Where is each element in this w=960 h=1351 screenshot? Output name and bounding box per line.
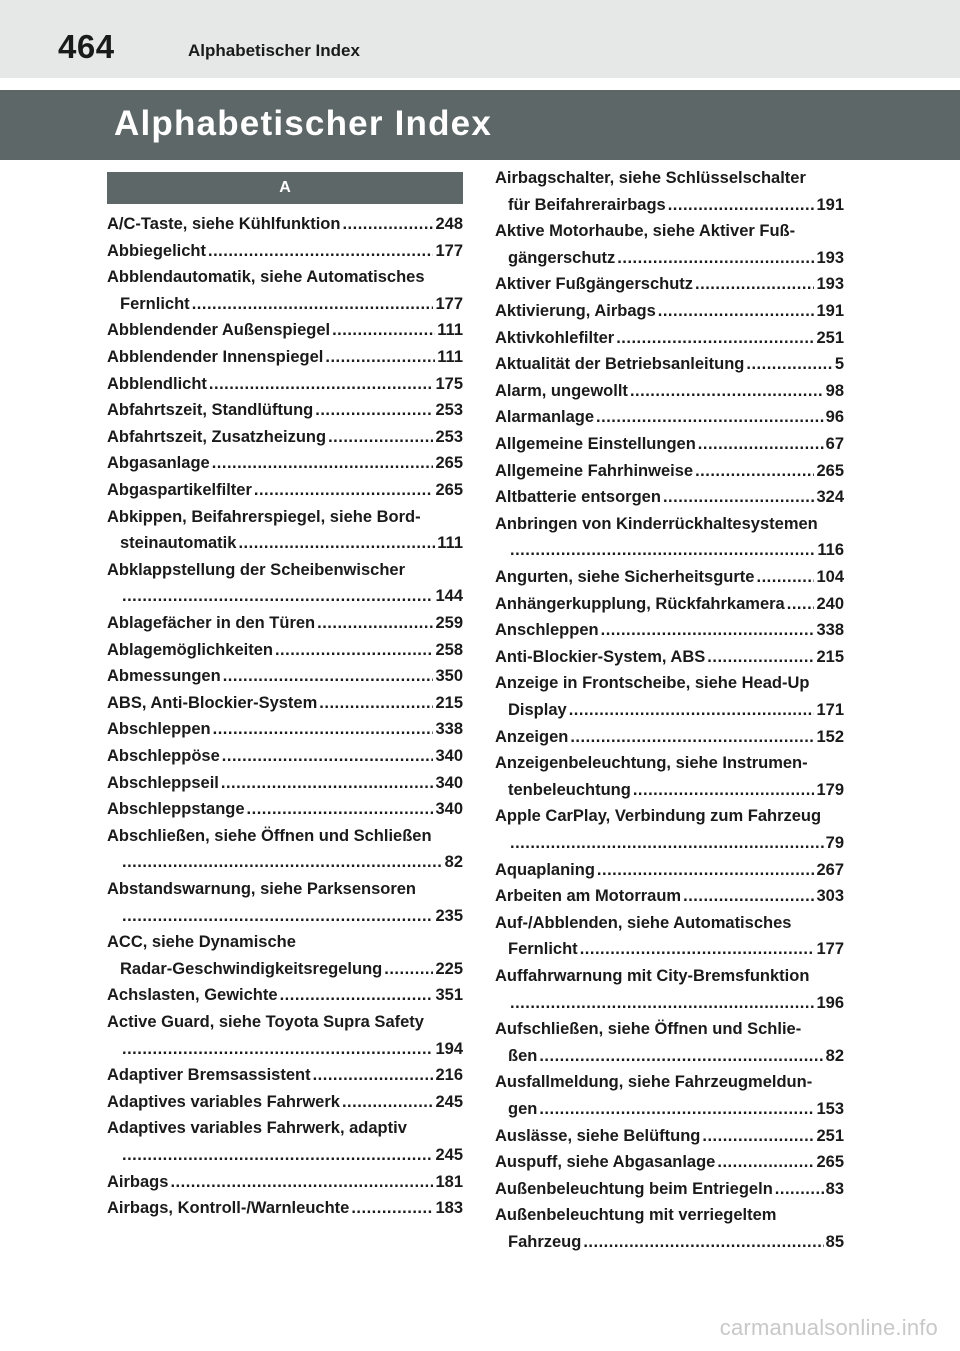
- index-entry-term: Abgasanlage: [107, 454, 210, 473]
- index-entry-page: 171: [816, 701, 844, 719]
- index-entry-term: Außenbeleuchtung beim Entriegeln: [495, 1179, 773, 1198]
- index-entry-term: Angurten, siehe Sicherheitsgurte: [495, 568, 755, 586]
- index-entry-page: 152: [816, 727, 844, 746]
- index-entry-page: 153: [816, 1100, 844, 1118]
- dot-leader: [756, 564, 814, 591]
- dot-leader: [122, 903, 433, 930]
- dot-leader: [597, 857, 815, 884]
- running-title: Alphabetischer Index: [188, 41, 360, 60]
- index-entry-page: 96: [825, 408, 844, 427]
- index-entry: [107, 743, 463, 770]
- dot-leader: [170, 1169, 433, 1196]
- dot-leader: [275, 637, 434, 664]
- index-entry: [495, 1069, 844, 1096]
- index-entry-term: Aktivkohlefilter: [495, 328, 615, 347]
- index-entry: [107, 291, 463, 318]
- dot-leader: [683, 883, 814, 910]
- index-entry-term: ßen: [508, 1046, 538, 1065]
- index-entry-page: 340: [435, 800, 463, 819]
- chapter-title: Alphabetischer Index: [114, 104, 492, 143]
- index-entry: [495, 697, 844, 724]
- dot-leader: [122, 583, 433, 610]
- index-entry: [495, 857, 844, 884]
- index-entry: [495, 1043, 844, 1070]
- index-entry: [107, 823, 463, 850]
- dot-leader: [539, 1096, 814, 1123]
- index-entry-page: 181: [435, 1172, 463, 1191]
- index-entry-term: Fahrzeug: [508, 1233, 582, 1251]
- index-entry: [495, 484, 844, 511]
- index-entry-term: Achslasten, Gewichte: [107, 986, 278, 1005]
- index-entry: [495, 192, 844, 219]
- index-entry-term: Airbags, Kontroll-/Warnleuchte: [107, 1199, 350, 1218]
- index-entry-page: 235: [435, 906, 463, 925]
- index-entry: [107, 211, 463, 238]
- index-entry-page: 245: [435, 1146, 463, 1164]
- index-entry-term: Ablagemöglichkeiten: [107, 640, 273, 659]
- index-entry-page: 215: [435, 693, 463, 712]
- index-entry-term: Außenbeleuchtung mit verriegeltem: [495, 1206, 777, 1225]
- index-entry-term: Ausfallmeldung, siehe Fahrzeugmeldun-: [495, 1073, 813, 1092]
- index-entry-page: 253: [435, 401, 463, 420]
- dot-leader: [325, 344, 435, 371]
- index-entry: [107, 450, 463, 477]
- index-entry-page: 98: [825, 381, 844, 400]
- index-entry-term: Aktivierung, Airbags: [495, 302, 656, 320]
- index-entry-term: Active Guard, siehe Toyota Supra Safety: [107, 1013, 424, 1031]
- index-entry-page: 194: [435, 1039, 463, 1058]
- dot-leader: [222, 743, 434, 770]
- index-entry-page: 265: [816, 1153, 844, 1172]
- index-entry: [495, 990, 844, 1017]
- index-entry-page: 338: [816, 621, 844, 640]
- index-entry-page: 177: [816, 940, 844, 959]
- dot-leader: [707, 644, 814, 671]
- index-entry-term: Airbags: [107, 1172, 169, 1191]
- dot-leader: [539, 1043, 823, 1070]
- index-entry-term: gen: [508, 1100, 538, 1118]
- dot-leader: [192, 291, 434, 318]
- index-entry-term: Abblendlicht: [107, 374, 207, 393]
- index-entry: [495, 351, 844, 378]
- index-entry: [107, 1036, 463, 1063]
- index-entry-term: Abschließen, siehe Öffnen und Schließen: [107, 826, 432, 845]
- index-entry-term: Auslässe, siehe Belüftung: [495, 1126, 701, 1145]
- dot-leader: [633, 777, 815, 804]
- index-entry: [107, 1062, 463, 1089]
- index-entry-term: Abgaspartikelfilter: [107, 481, 252, 499]
- dot-leader: [223, 663, 434, 690]
- index-entry-page: 251: [816, 328, 844, 347]
- index-entry-term: Abblendender Außenspiegel: [107, 321, 331, 340]
- index-entry: [107, 1089, 463, 1116]
- chapter-banner: [0, 90, 960, 160]
- dot-leader: [319, 690, 433, 717]
- index-entry: [495, 724, 844, 751]
- index-entry-page: 179: [816, 780, 844, 799]
- index-entry: [495, 803, 844, 830]
- index-entry-page: 79: [825, 834, 844, 852]
- dot-leader: [384, 956, 433, 983]
- index-entry-page: 116: [817, 541, 844, 560]
- index-entry: [495, 165, 844, 192]
- dot-leader: [698, 431, 824, 458]
- index-entry-page: 111: [437, 534, 463, 553]
- index-entry-term: Ablagefächer in den Türen: [107, 614, 316, 632]
- dot-leader: [695, 271, 814, 298]
- dot-leader: [787, 591, 815, 618]
- index-entry-page: 193: [816, 275, 844, 294]
- index-entry: [495, 644, 844, 671]
- index-entry: [107, 583, 463, 610]
- dot-leader: [280, 982, 434, 1009]
- index-entry: [107, 956, 463, 983]
- index-entry: [107, 770, 463, 797]
- index-entry: [107, 1009, 463, 1036]
- dot-leader: [583, 1229, 823, 1256]
- index-entry-page: 225: [435, 959, 463, 978]
- index-entry: [107, 903, 463, 930]
- index-entry: [495, 591, 844, 618]
- index-entry: [107, 690, 463, 717]
- index-entry-term: steinautomatik: [120, 534, 237, 553]
- index-entry-term: Abfahrtszeit, Zusatzheizung: [107, 427, 327, 446]
- index-entry: [107, 849, 463, 876]
- index-entry: [107, 610, 463, 637]
- index-entry-term: Aufschließen, siehe Öffnen und Schlie-: [495, 1020, 802, 1039]
- index-entry-term: Abschleppen: [107, 720, 211, 739]
- index-entry: [107, 876, 463, 903]
- index-entry: [495, 750, 844, 777]
- index-entry: [495, 458, 844, 485]
- index-entry-term: ACC, siehe Dynamische: [107, 933, 296, 952]
- index-entry-term: Auf-/Abblenden, siehe Automatisches: [495, 913, 792, 932]
- index-entry-term: Apple CarPlay, Verbindung zum Fahrzeug: [495, 807, 822, 826]
- dot-leader: [247, 796, 434, 823]
- dot-leader: [221, 770, 434, 797]
- index-entry: [495, 537, 844, 564]
- dot-leader: [596, 404, 824, 431]
- index-entry-page: 253: [435, 427, 463, 446]
- index-entry-page: 144: [435, 587, 463, 606]
- index-entry-page: 240: [816, 594, 844, 613]
- index-entry: [107, 982, 463, 1009]
- index-entry: [107, 1115, 463, 1142]
- index-entry: [107, 663, 463, 690]
- index-entry-term: Aktive Motorhaube, siehe Aktiver Fuß-: [495, 222, 796, 241]
- index-entry: [495, 378, 844, 405]
- dot-leader: [616, 325, 814, 352]
- index-entry: [107, 424, 463, 451]
- dot-leader: [695, 458, 814, 485]
- index-entry-term: Abschleppöse: [107, 747, 220, 765]
- index-entry-page: 248: [435, 215, 463, 233]
- index-entry: [495, 1123, 844, 1150]
- dot-leader: [601, 617, 815, 644]
- index-entry: [495, 830, 844, 857]
- index-entry-term: Abblendautomatik, siehe Automatisches: [107, 268, 425, 287]
- index-entry-page: 5: [834, 355, 844, 374]
- index-entry-page: 265: [816, 461, 844, 480]
- index-entry-page: 83: [825, 1179, 844, 1198]
- dot-leader: [510, 990, 814, 1017]
- index-entry-page: 340: [435, 747, 463, 765]
- index-entry: [495, 511, 844, 538]
- index-entry-term: Airbagschalter, siehe Schlüsselschalter: [495, 169, 806, 187]
- index-entry-term: ABS, Anti-Blockier-System: [107, 693, 318, 712]
- index-entry-term: Altbatterie entsorgen: [495, 488, 661, 507]
- dot-leader: [658, 298, 815, 325]
- dot-leader: [254, 477, 434, 504]
- dot-leader: [313, 1062, 434, 1089]
- index-entry: [107, 530, 463, 557]
- index-entry-term: Fernlicht: [508, 940, 578, 959]
- dot-leader: [238, 530, 435, 557]
- index-entry: [495, 271, 844, 298]
- index-entry: [495, 777, 844, 804]
- index-entry: [495, 431, 844, 458]
- index-entry: [107, 1195, 463, 1222]
- index-entry-page: 191: [816, 195, 844, 214]
- index-entry-page: 258: [435, 640, 463, 659]
- page-header: [0, 0, 960, 78]
- index-entry-page: 67: [825, 435, 844, 453]
- index-entry-term: Auspuff, siehe Abgasanlage: [495, 1153, 716, 1172]
- index-entry: [107, 264, 463, 291]
- index-entry-term: Anhängerkupplung, Rückfahrkamera: [495, 594, 785, 613]
- dot-leader: [122, 1036, 433, 1063]
- dot-leader: [122, 1142, 433, 1169]
- index-entry: [107, 637, 463, 664]
- index-entry-term: Abschleppstange: [107, 800, 245, 819]
- index-entry-term: tenbeleuchtung: [508, 780, 631, 799]
- dot-leader: [617, 245, 814, 272]
- index-entry: [107, 317, 463, 344]
- index-entry: [495, 298, 844, 325]
- index-entry: [495, 325, 844, 352]
- dot-leader: [328, 424, 433, 451]
- index-entry-term: Aktualität der Betriebsanleitung: [495, 355, 745, 374]
- index-entry-term: Alarm, ungewollt: [495, 381, 628, 400]
- index-entry-term: Fernlicht: [120, 294, 190, 313]
- index-entry-term: Abklappstellung der Scheibenwischer: [107, 560, 405, 579]
- index-entry: [107, 397, 463, 424]
- index-entry-term: Anzeige in Frontscheibe, siehe Head-Up: [495, 674, 810, 693]
- index-entry: [495, 245, 844, 272]
- index-entry: [495, 1229, 844, 1256]
- index-entry-page: 111: [437, 321, 463, 340]
- index-entry-term: Abbiegelicht: [107, 241, 207, 260]
- page-number: 464: [58, 28, 115, 65]
- index-entry: [107, 796, 463, 823]
- index-entry: [495, 1202, 844, 1229]
- index-entry: [107, 1169, 463, 1196]
- index-entry-term: Abschleppseil: [107, 773, 219, 792]
- index-entry-page: 175: [435, 374, 463, 393]
- index-entry-page: 251: [816, 1126, 844, 1145]
- index-entry-term: Adaptives variables Fahrwerk: [107, 1092, 340, 1111]
- index-entry-page: 82: [825, 1046, 844, 1065]
- dot-leader: [342, 1089, 434, 1116]
- index-entry-term: Allgemeine Einstellungen: [495, 435, 696, 453]
- index-entry: [107, 504, 463, 531]
- index-entry-term: Adaptives variables Fahrwerk, adaptiv: [107, 1119, 407, 1138]
- index-entry-term: Anzeigenbeleuchtung, siehe Instrumen-: [495, 754, 808, 773]
- index-entry-page: 85: [825, 1233, 844, 1251]
- index-entry-term: Abmessungen: [107, 667, 221, 686]
- dot-leader: [317, 610, 433, 637]
- dot-leader: [569, 697, 815, 724]
- dot-leader: [351, 1195, 433, 1222]
- index-entry-term: Arbeiten am Motorraum: [495, 887, 682, 906]
- index-entry: [495, 1096, 844, 1123]
- index-entry: [495, 963, 844, 990]
- index-entry-page: 267: [816, 860, 844, 879]
- index-entry-page: 350: [435, 667, 463, 686]
- index-entry-term: Anzeigen: [495, 727, 569, 746]
- index-entry-page: 193: [816, 248, 844, 267]
- index-entry: [495, 617, 844, 644]
- index-entry-page: 111: [437, 348, 463, 366]
- index-entry: [107, 371, 463, 398]
- index-entry: [107, 557, 463, 584]
- dot-leader: [209, 371, 434, 398]
- index-entry-term: Aktiver Fußgängerschutz: [495, 275, 694, 294]
- index-entry-term: Anbringen von Kinderrückhaltesystemen: [495, 514, 818, 533]
- index-entry: [107, 716, 463, 743]
- index-entry-page: 351: [435, 986, 463, 1005]
- dot-leader: [342, 211, 433, 238]
- watermark: carmanualsonline.info: [719, 1315, 938, 1340]
- section-letter-bar: A: [107, 172, 463, 204]
- index-entry-page: 324: [816, 488, 844, 507]
- index-entry: [495, 936, 844, 963]
- index-entry-term: für Beifahrerairbags: [508, 195, 666, 214]
- index-entry: [495, 564, 844, 591]
- dot-leader: [212, 450, 434, 477]
- dot-leader: [122, 849, 443, 876]
- index-entry-page: 340: [435, 773, 463, 792]
- index-entry-term: Anti-Blockier-System, ABS: [495, 647, 706, 666]
- index-entry-page: 259: [435, 614, 463, 632]
- index-entry-page: 215: [816, 647, 844, 666]
- index-entry: [495, 1176, 844, 1203]
- index-entry: [107, 238, 463, 265]
- index-entry: [495, 670, 844, 697]
- dot-leader: [570, 724, 814, 751]
- index-entry-page: 265: [435, 454, 463, 473]
- dot-leader: [746, 351, 832, 378]
- index-entry-page: 303: [816, 887, 844, 906]
- index-entry-term: Abblendender Innenspiegel: [107, 348, 324, 366]
- index-entry-term: Adaptiver Bremsassistent: [107, 1066, 311, 1085]
- index-entry-page: 265: [435, 481, 463, 499]
- index-entry: [107, 1142, 463, 1169]
- index-entry-page: 196: [816, 993, 844, 1012]
- index-entry-page: 191: [816, 302, 844, 320]
- dot-leader: [702, 1123, 814, 1150]
- dot-leader: [668, 192, 815, 219]
- index-entry: [495, 883, 844, 910]
- index-entry-term: Abstandswarnung, siehe Parksensoren: [107, 880, 417, 898]
- index-entry: [107, 929, 463, 956]
- index-entry-page: 183: [435, 1199, 463, 1218]
- dot-leader: [717, 1149, 814, 1176]
- dot-leader: [213, 716, 434, 743]
- index-entry: [107, 344, 463, 371]
- index-entry-term: Auffahrwarnung mit City-Bremsfunktion: [495, 967, 810, 985]
- index-entry: [495, 1149, 844, 1176]
- dot-leader: [332, 317, 435, 344]
- index-entry-term: Aquaplaning: [495, 860, 595, 879]
- index-entry-page: 82: [444, 853, 463, 872]
- index-entry-term: Alarmanlage: [495, 408, 595, 427]
- index-entry-term: Abkippen, Beifahrerspiegel, siehe Bord-: [107, 507, 421, 526]
- index-entry-term: Abfahrtszeit, Standlüftung: [107, 401, 314, 420]
- index-entry-term: Anschleppen: [495, 621, 599, 640]
- index-entry-term: Display: [508, 701, 567, 719]
- index-entry-term: Allgemeine Fahrhinweise: [495, 461, 694, 480]
- dot-leader: [663, 484, 815, 511]
- dot-leader: [510, 830, 824, 857]
- index-entry-page: 216: [435, 1066, 463, 1085]
- index-entry: [495, 1016, 844, 1043]
- dot-leader: [510, 537, 815, 564]
- index-entry-term: A/C-Taste, siehe Kühlfunktion: [107, 215, 341, 233]
- index-entry-page: 338: [435, 720, 463, 739]
- index-entry: [495, 404, 844, 431]
- dot-leader: [580, 936, 815, 963]
- index-entry-page: 245: [435, 1092, 463, 1111]
- index-entry: [495, 910, 844, 937]
- index-entry-page: 177: [435, 294, 463, 313]
- dot-leader: [630, 378, 824, 405]
- dot-leader: [208, 238, 433, 265]
- index-entry-term: Radar-Geschwindigkeitsregelung: [120, 959, 383, 978]
- dot-leader: [315, 397, 433, 424]
- index-entry: [107, 477, 463, 504]
- index-entry: [495, 218, 844, 245]
- index-entry-term: gängerschutz: [508, 248, 616, 267]
- index-entry-page: 177: [435, 241, 463, 260]
- index-entry-page: 104: [816, 568, 844, 586]
- dot-leader: [775, 1176, 824, 1203]
